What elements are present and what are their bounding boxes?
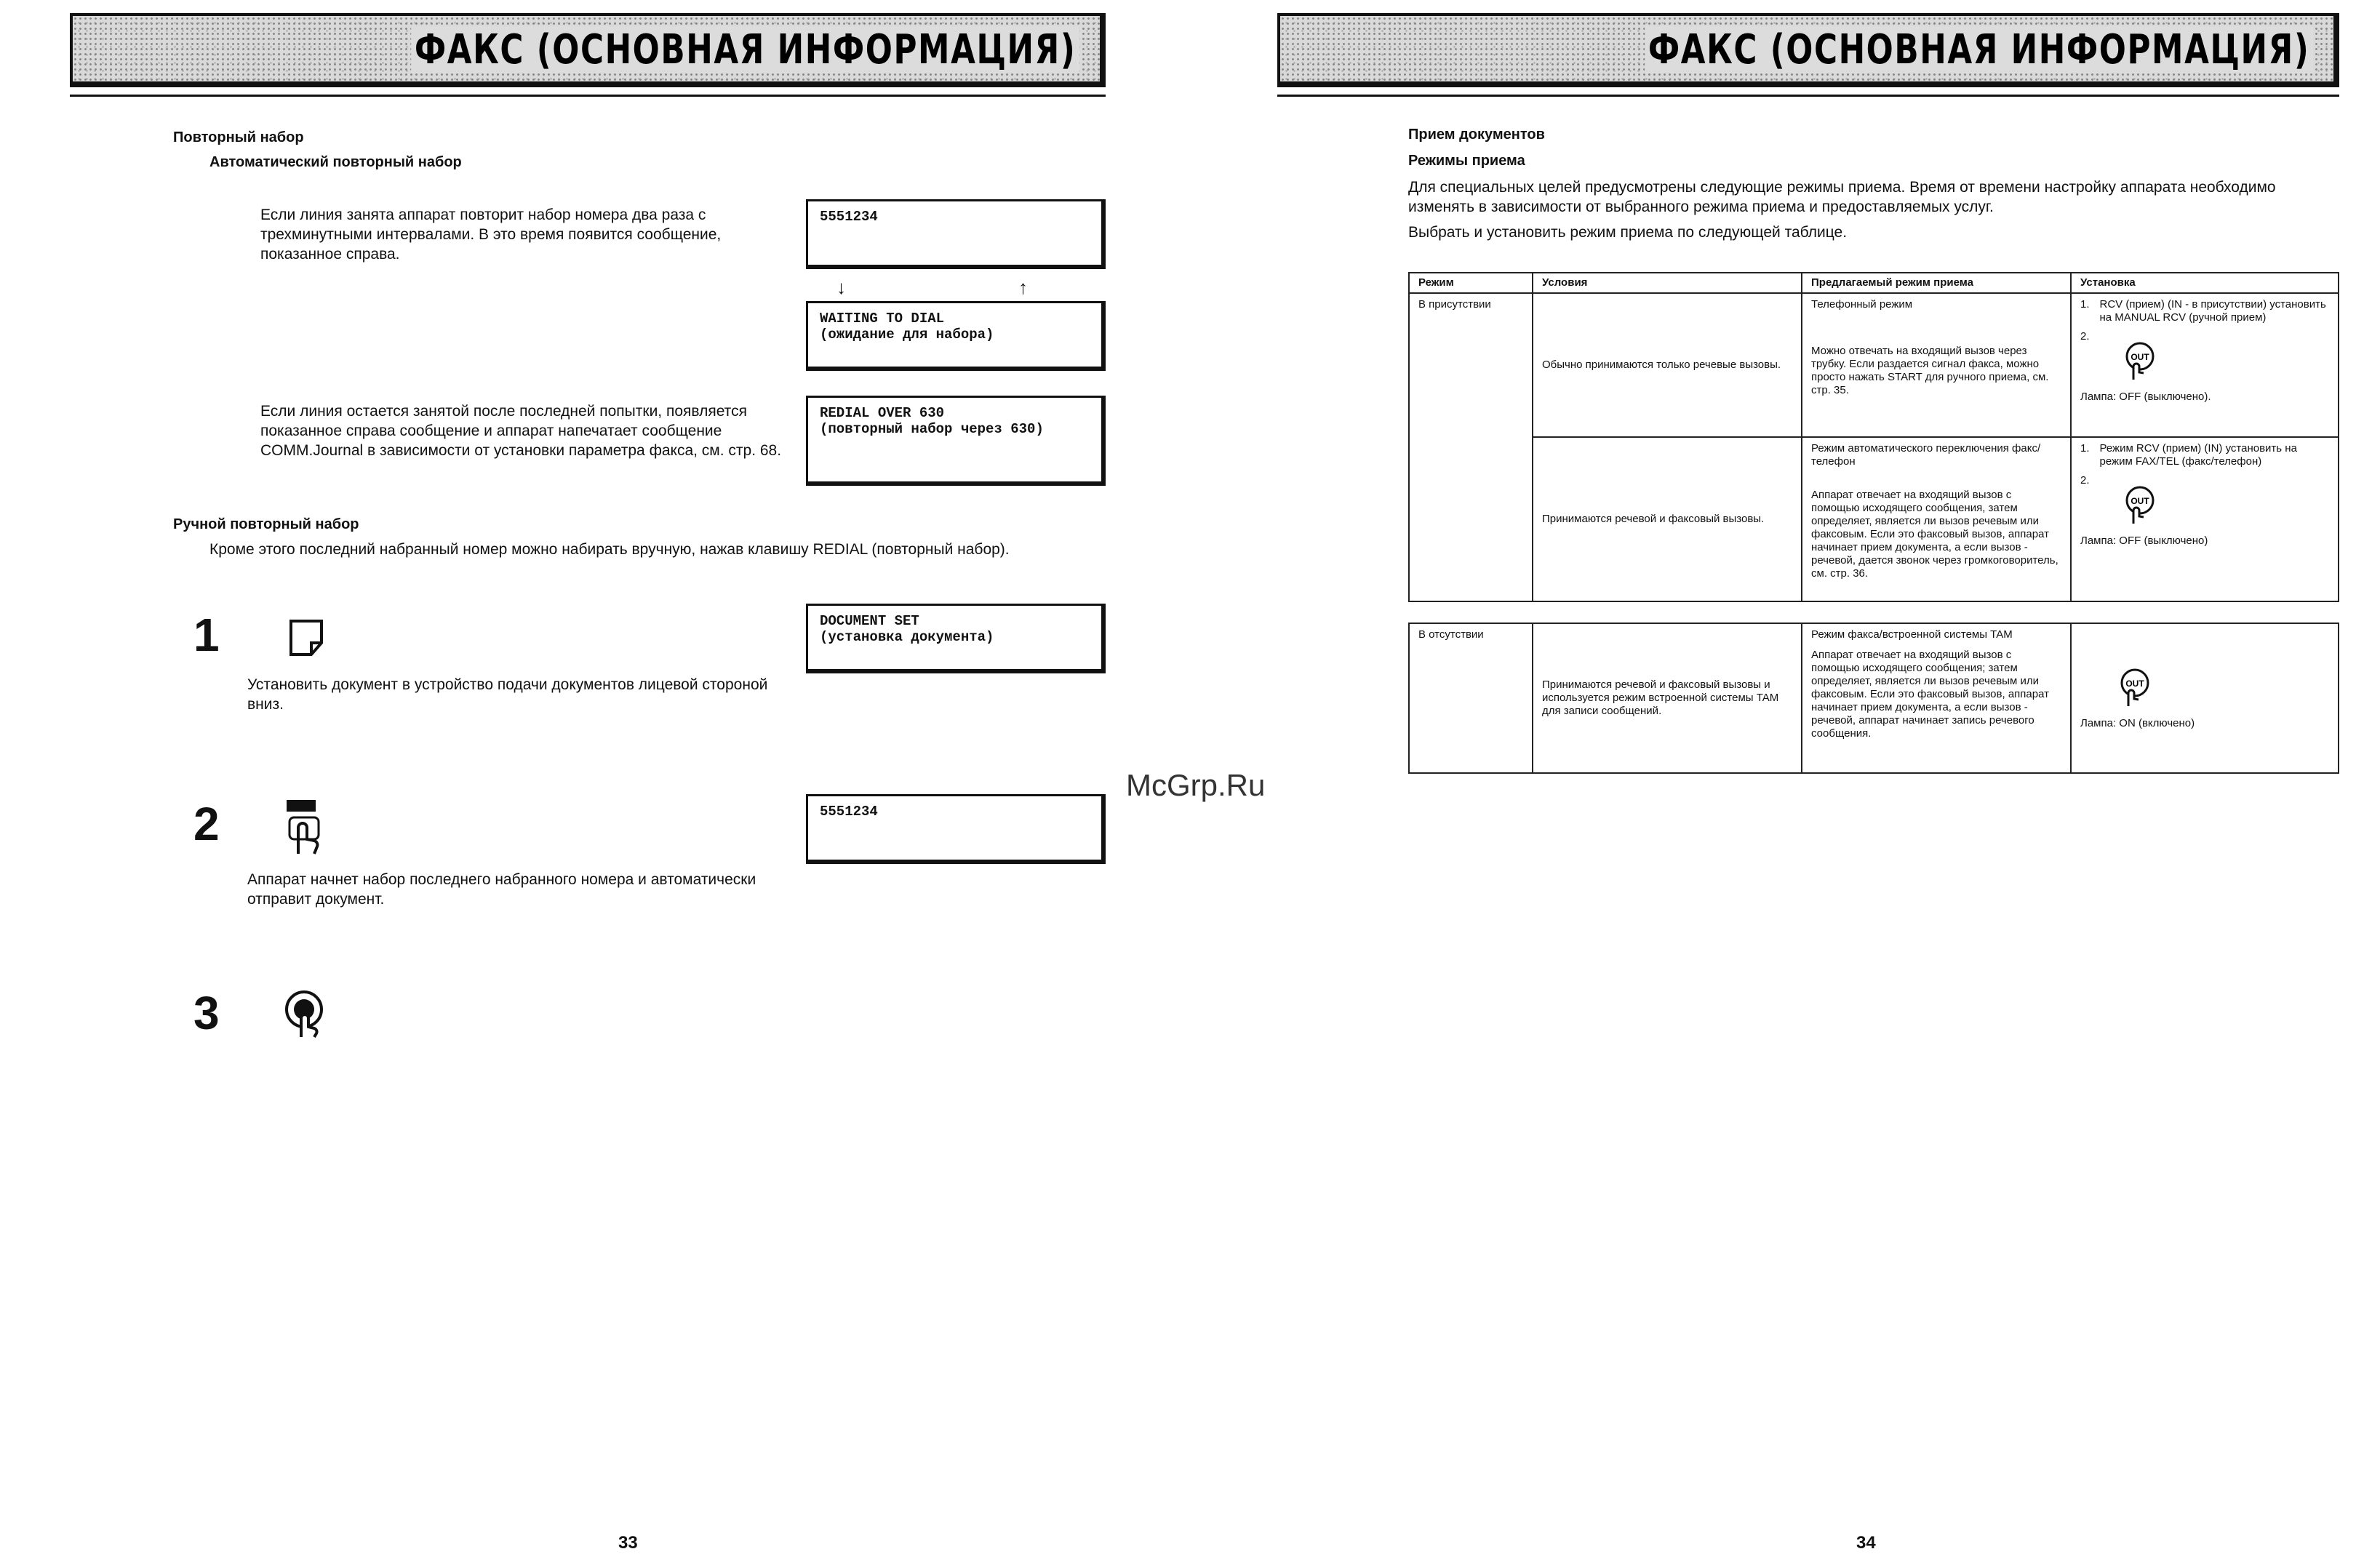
- header-banner-right: [1277, 13, 2339, 87]
- condition-cell: [1533, 623, 1802, 773]
- step-3-number: 3: [193, 987, 220, 1039]
- mode-text: Аппарат отвечает на входящий вызов с помощью исходящего сообщения; затем определяет, является ли вызов речевым или факсовым. Если это факсовый вызов, аппарат начинает прием документа, а если вызов - речевой, аппарат начинает запись речевого сообщения.: [1811, 649, 2049, 740]
- manual-redial-heading: Ручной повторный набор: [173, 516, 359, 532]
- out-key-label: OUT: [2130, 496, 2149, 506]
- redial-key-icon: [282, 798, 326, 860]
- proposed-mode-cell: [1802, 623, 2071, 773]
- mode-present-label: В присутствии: [1418, 298, 1491, 311]
- lamp-status: Лампа: OFF (выключено): [2080, 535, 2208, 547]
- step-2-number: 2: [193, 798, 220, 850]
- condition-cell: [1533, 293, 1802, 437]
- out-key-icon: [2122, 484, 2158, 529]
- header-title-right: ФАКС (ОСНОВНАЯ ИНФОРМАЦИЯ): [1645, 26, 2313, 73]
- redial-heading: Повторный набор: [173, 129, 304, 145]
- setting-step-2-num: 2.: [2080, 474, 2090, 487]
- receive-modes-table-absent: [1408, 623, 2339, 774]
- auto-redial-text: Если линия занята аппарат повторит набор номера два раза с трехминутными интервалами. В это время появится сообщение, показанное справа.: [260, 207, 722, 263]
- table-header-proposed-mode: Предлагаемый режим приема: [1802, 273, 2071, 293]
- mode-title: Режим факса/встроенной системы TAM: [1811, 628, 2013, 641]
- watermark-text: McGrp.Ru: [1126, 768, 1266, 802]
- condition-text: Обычно принимаются только речевые вызовы.: [1542, 359, 1781, 371]
- lamp-status: Лампа: OFF (выключено).: [2080, 391, 2211, 403]
- receive-modes-table: [1408, 272, 2339, 602]
- out-key-label: OUT: [2130, 352, 2149, 362]
- lcd-display-waiting: WAITING TO DIAL (ожидание для набора): [806, 301, 1106, 371]
- table-row: [1409, 623, 2339, 773]
- mode-absent-cell: [1409, 623, 1533, 773]
- condition-text: Принимаются речевой и факсовый вызовы и используется режим встроенной системы TAM для записи сообщений.: [1542, 679, 1779, 717]
- mode-absent-label: В отсутствии: [1418, 628, 1484, 641]
- mode-title: Телефонный режим: [1811, 298, 1913, 311]
- out-key-icon: [2122, 340, 2158, 385]
- lcd-display-redial-over: REDIAL OVER 630 (повторный набор через 630): [806, 396, 1106, 486]
- table-header-row: [1409, 273, 2339, 293]
- lcd-display-number: 5551234: [806, 199, 1106, 269]
- start-key-icon: [282, 989, 326, 1044]
- table-row: [1409, 293, 2339, 437]
- step-1-number: 1: [193, 609, 220, 661]
- condition-text: Принимаются речевой и факсовый вызовы.: [1542, 513, 1765, 525]
- auto-redial-heading: Автоматический повторный набор: [209, 154, 462, 170]
- mode-present-cell: [1409, 293, 1533, 601]
- table-header-setting: Установка: [2071, 273, 2339, 293]
- header-rule-left: [70, 95, 1106, 97]
- setting-cell: [2071, 623, 2339, 773]
- out-key-label: OUT: [2125, 678, 2144, 689]
- page-number-left: 33: [618, 1533, 638, 1553]
- lcd-display-document-set: DOCUMENT SET (установка документа): [806, 604, 1106, 673]
- header-rule-right: [1277, 95, 2339, 97]
- receive-intro-text: Для специальных целей предусмотрены следующие режимы приема. Время от времени настройку аппарата необходимо изменять в зависимости от выбранного режима приема и предоставляемых услуг.: [1408, 179, 2276, 215]
- condition-cell: [1533, 437, 1802, 601]
- arrow-down-icon: ↓: [836, 276, 846, 298]
- proposed-mode-cell: [1802, 293, 2071, 437]
- arrow-up-icon: ↑: [1018, 276, 1028, 298]
- busy-line-text: Если линия остается занятой после последней попытки, появляется показанное справа сообщение и аппарат напечатает сообщение COMM.Journal в зависимости от установки параметра факса, см. стр. 68.: [260, 403, 782, 459]
- step-1-text: Установить документ в устройство подачи документов лицевой стороной вниз.: [247, 676, 768, 713]
- table-header-mode: Режим: [1409, 273, 1533, 293]
- setting-step-1-num: 1.: [2080, 298, 2090, 311]
- table-header-conditions: Условия: [1533, 273, 1802, 293]
- page-number-right: 34: [1856, 1533, 1876, 1553]
- setting-cell: [2071, 437, 2339, 601]
- receive-docs-heading: Прием документов: [1408, 127, 1545, 143]
- setting-step-1-text: RCV (прием) (IN - в присутствии) установить на MANUAL RCV (ручной прием): [2099, 298, 2326, 324]
- mode-text: Аппарат отвечает на входящий вызов с помощью исходящего сообщения, затем определяет, является ли вызов речевым или факсовым. Если это факсовый вызов, аппарат начинает прием документа, а если вызов - речевой, дается звонок через громкоговоритель, см. стр. 36.: [1811, 489, 2058, 580]
- mode-title: Режим автоматического переключения факс/телефон: [1811, 442, 2041, 468]
- step-2-text: Аппарат начнет набор последнего набранного номера и автоматически отправит документ.: [247, 871, 756, 908]
- table-row: [1409, 437, 2339, 601]
- lcd-display-number-2: 5551234: [806, 794, 1106, 864]
- header-title-left: ФАКС (ОСНОВНАЯ ИНФОРМАЦИЯ): [411, 26, 1079, 73]
- lamp-status: Лампа: ON (включено): [2080, 716, 2195, 729]
- proposed-mode-cell: [1802, 437, 2071, 601]
- setting-cell: [2071, 293, 2339, 437]
- manual-redial-text: Кроме этого последний набранный номер можно набирать вручную, нажав клавишу REDIAL (повторный набор).: [209, 541, 1010, 558]
- setting-step-1-num: 1.: [2080, 442, 2090, 455]
- header-banner-left: [70, 13, 1106, 87]
- mode-text: Можно отвечать на входящий вызов через трубку. Если раздается сигнал факса, можно просто нажать START для ручного приема, см. стр. 35.: [1811, 345, 2049, 396]
- receive-intro-text-2: Выбрать и установить режим приема по следующей таблице.: [1408, 224, 1848, 241]
- setting-step-1-text: Режим RCV (прием) (IN) установить на режим FAX/TEL (факс/телефон): [2099, 442, 2297, 468]
- receive-modes-heading: Режимы приема: [1408, 153, 1525, 169]
- out-key-icon: [2117, 667, 2329, 711]
- setting-step-2-num: 2.: [2080, 330, 2090, 343]
- document-icon: [287, 618, 326, 661]
